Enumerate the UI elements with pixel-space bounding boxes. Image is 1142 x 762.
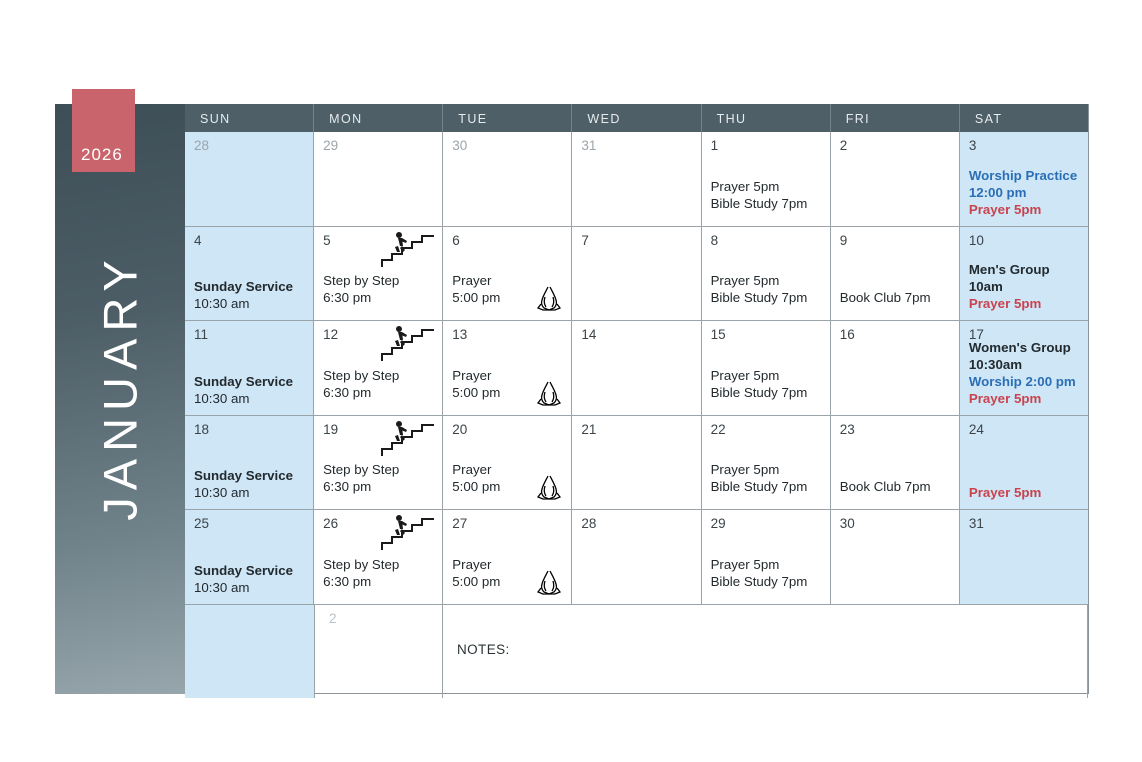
day-cell[interactable] [572, 416, 701, 510]
day-cell[interactable] [572, 321, 701, 415]
day-cell[interactable] [314, 510, 443, 604]
event-text: Prayer 5pm [968, 296, 1042, 311]
day-number: 6 [452, 232, 460, 248]
weekday-header-row [185, 104, 1088, 132]
day-events [711, 367, 824, 401]
day-number: 5 [323, 232, 331, 248]
weekday-header-sat: SAT [974, 112, 1003, 126]
day-events [452, 272, 565, 306]
day-number: 27 [452, 516, 468, 531]
event-text: Bible Study 7pm [710, 479, 808, 494]
day-number: 26 [323, 516, 339, 531]
day-cell[interactable] [702, 227, 831, 321]
day-cell[interactable] [572, 132, 701, 226]
day-number: 28 [581, 516, 597, 531]
week-row [185, 226, 1088, 321]
week-row [185, 132, 1088, 226]
stairs-person-icon [376, 229, 438, 269]
day-cell[interactable] [185, 321, 314, 415]
event-text: 6:30 pm [323, 573, 372, 589]
day-number: 28 [194, 138, 210, 153]
weekday-header-sun: SUN [185, 104, 314, 132]
day-cell[interactable] [702, 321, 831, 415]
event-text: Step by Step [323, 556, 400, 572]
day-cell[interactable] [831, 321, 960, 415]
day-events [711, 461, 824, 495]
event-text: 6:30 pm [323, 290, 372, 305]
day-number: 8 [710, 232, 719, 248]
event-text: 10am [968, 279, 1003, 294]
day-number: 23 [839, 421, 855, 437]
day-number: 30 [839, 516, 855, 531]
day-cell[interactable] [702, 510, 831, 604]
week-row [185, 509, 1088, 604]
day-number: 29 [323, 138, 339, 153]
event-text: 10:30 am [194, 390, 250, 406]
day-number: 4 [194, 232, 202, 248]
stairs-person-icon [376, 323, 438, 363]
day-number: 9 [839, 232, 848, 248]
day-number: 17 [968, 327, 984, 342]
event-text: 5:00 pm [452, 384, 501, 400]
day-events [840, 289, 953, 306]
day-number: 30 [452, 138, 468, 153]
day-cell[interactable] [960, 321, 1088, 415]
day-cell[interactable] [960, 132, 1088, 226]
stairs-person-icon [376, 512, 438, 552]
day-events [194, 562, 307, 596]
day-number: 29 [710, 516, 726, 531]
day-number: 13 [452, 327, 468, 342]
day-cell[interactable] [831, 227, 960, 321]
event-text: Book Club 7pm [839, 290, 931, 305]
day-cell[interactable] [185, 416, 314, 510]
day-cell[interactable] [831, 510, 960, 604]
day-number: 14 [581, 327, 597, 342]
event-text: 10:30 am [194, 579, 250, 595]
event-text: Prayer 5pm [968, 201, 1042, 217]
day-cell[interactable] [960, 510, 1088, 604]
day-events [840, 478, 953, 495]
event-text: Prayer [452, 273, 492, 288]
day-cell[interactable] [185, 510, 314, 604]
day-number: 31 [581, 138, 597, 153]
day-cell[interactable] [960, 227, 1088, 321]
event-text: Prayer [452, 462, 492, 477]
day-events [194, 373, 307, 407]
day-cell[interactable] [702, 416, 831, 510]
event-text: 5:00 pm [452, 573, 501, 589]
day-number: 3 [968, 138, 977, 153]
event-text: Step by Step [323, 462, 400, 477]
day-events [452, 556, 565, 590]
event-text: Step by Step [323, 273, 400, 288]
notes-area[interactable] [443, 605, 1088, 699]
day-number: 11 [194, 327, 209, 342]
event-text: Men's Group [968, 262, 1050, 277]
notes-row [185, 604, 1088, 699]
day-number: 7 [581, 232, 589, 248]
day-events [969, 484, 1082, 501]
day-number: 15 [710, 327, 726, 342]
footer-ghost-number: 2 [329, 610, 337, 626]
day-cell[interactable] [443, 321, 572, 415]
day-number: 1 [710, 138, 719, 153]
event-text: Prayer 5pm [710, 273, 780, 288]
event-text: 5:00 pm [452, 479, 501, 494]
event-text: Worship 2:00 pm [968, 373, 1076, 389]
event-text: Prayer 5pm [710, 178, 780, 194]
year-label: 2026 [81, 145, 123, 164]
day-events [452, 461, 565, 495]
event-text: Bible Study 7pm [710, 290, 808, 305]
day-events [323, 272, 436, 306]
notes-label: NOTES: [457, 641, 510, 657]
day-events [711, 272, 824, 306]
weekday-header-wed: WED [572, 104, 701, 132]
event-text: 12:00 pm [968, 184, 1027, 200]
day-events [969, 339, 1082, 407]
day-number: 10 [968, 232, 984, 248]
event-text: Prayer [452, 367, 492, 383]
day-number: 24 [968, 421, 984, 437]
event-text: Sunday Service [194, 279, 294, 294]
day-events [194, 467, 307, 501]
day-cell[interactable] [443, 416, 572, 510]
weekday-header-tue: TUE [443, 104, 572, 132]
event-text: 10:30 am [194, 296, 250, 311]
event-text: Sunday Service [194, 468, 294, 483]
week-row [185, 320, 1088, 415]
month-name [55, 104, 185, 694]
event-text: 5:00 pm [452, 290, 501, 305]
day-number: 12 [323, 327, 339, 342]
event-text: Worship Practice [968, 167, 1078, 183]
day-number: 19 [323, 421, 339, 437]
day-events [711, 178, 824, 212]
day-number: 20 [452, 421, 468, 437]
day-cell[interactable] [314, 227, 443, 321]
day-number: 21 [581, 421, 597, 437]
day-cell[interactable] [702, 132, 831, 226]
event-text: Bible Study 7pm [710, 384, 808, 400]
week-row [185, 415, 1088, 510]
event-text: Prayer 5pm [710, 556, 780, 572]
day-cell[interactable] [572, 227, 701, 321]
day-events [969, 167, 1082, 218]
day-cell[interactable] [314, 132, 443, 226]
day-events [452, 367, 565, 401]
stairs-person-icon [376, 418, 438, 458]
weekday-header-thu: THU [702, 104, 831, 132]
notes-filler-mon [315, 605, 443, 699]
day-number: 18 [194, 421, 210, 437]
event-text: Prayer [452, 556, 492, 572]
event-text: Women's Group [968, 339, 1071, 355]
day-cell[interactable] [185, 227, 314, 321]
day-events [711, 556, 824, 590]
day-events [323, 556, 436, 590]
event-text: Prayer 5pm [710, 367, 780, 383]
day-number: 22 [710, 421, 726, 437]
month-label: JANUARY [93, 253, 147, 521]
day-number: 16 [839, 327, 855, 342]
event-text: 10:30am [968, 356, 1023, 372]
weekday-header-mon: MON [314, 104, 443, 132]
event-text: 6:30 pm [323, 384, 372, 400]
day-cell[interactable] [185, 132, 314, 226]
day-events [323, 367, 436, 401]
calendar-grid [185, 104, 1089, 694]
day-cell[interactable] [443, 510, 572, 604]
day-events [323, 461, 436, 495]
day-cell[interactable] [831, 132, 960, 226]
event-text: Bible Study 7pm [710, 573, 808, 589]
event-text: Book Club 7pm [839, 479, 931, 494]
event-text: Sunday Service [194, 562, 294, 578]
weeks-container [185, 132, 1088, 604]
day-cell[interactable] [831, 416, 960, 510]
day-events [194, 278, 307, 312]
event-text: Bible Study 7pm [710, 195, 808, 211]
day-cell[interactable] [314, 321, 443, 415]
event-text: 6:30 pm [323, 479, 372, 494]
day-cell[interactable] [314, 416, 443, 510]
event-text: Prayer 5pm [968, 390, 1042, 406]
day-number: 2 [839, 138, 848, 153]
weekday-header-fri: FRI [831, 104, 960, 132]
day-cell[interactable] [960, 416, 1088, 510]
event-text: Prayer 5pm [710, 462, 780, 477]
day-cell[interactable] [443, 227, 572, 321]
notes-filler-sun [185, 605, 315, 699]
event-text: Prayer 5pm [968, 485, 1042, 500]
event-text: 10:30 am [194, 485, 250, 500]
day-events [969, 261, 1082, 312]
day-cell[interactable] [443, 132, 572, 226]
day-number: 25 [194, 516, 210, 531]
event-text: Step by Step [323, 367, 400, 383]
day-cell[interactable] [572, 510, 701, 604]
day-number: 31 [968, 516, 984, 531]
event-text: Sunday Service [194, 373, 294, 389]
